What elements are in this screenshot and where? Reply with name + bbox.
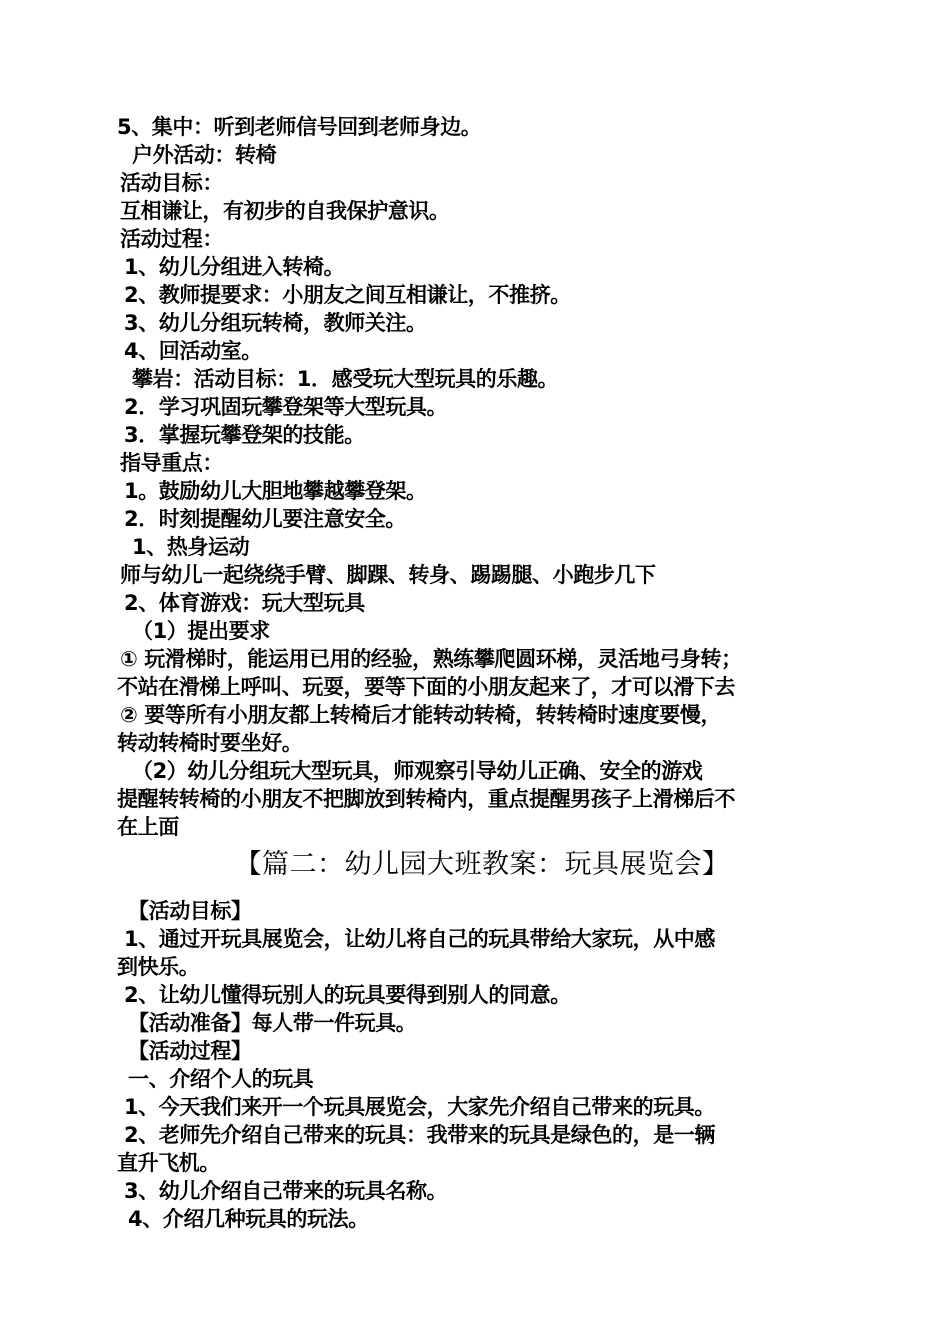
text-line: 2．时刻提醒幼儿要注意安全。 xyxy=(124,507,407,531)
document-body xyxy=(117,113,847,1233)
text-line: 转动转椅时要坐好。 xyxy=(117,731,303,755)
text-line: 1、幼儿分组进入转椅。 xyxy=(124,255,345,279)
text-line: 4、回活动室。 xyxy=(124,339,262,363)
text-line: 1、热身运动 xyxy=(132,535,250,559)
text-line: 户外活动：转椅 xyxy=(132,143,277,167)
text-line: 1、通过开玩具展览会，让幼儿将自己的玩具带给大家玩，从中感 xyxy=(124,927,716,951)
text-line: 师与幼儿一起绕绕手臂、脚踝、转身、踢踢腿、小跑步几下 xyxy=(120,563,656,587)
text-line: 3．掌握玩攀登架的技能。 xyxy=(124,423,365,447)
text-line: 3、幼儿分组玩转椅，教师关注。 xyxy=(124,311,427,335)
text-line: 直升飞机。 xyxy=(117,1151,220,1175)
text-line: 【活动过程】 xyxy=(128,1039,252,1063)
text-line: 在上面 xyxy=(117,815,179,839)
text-line: 【活动准备】每人带一件玩具。 xyxy=(128,1011,417,1035)
text-line: 到快乐。 xyxy=(117,955,200,979)
text-line: 不站在滑梯上呼叫、玩耍，要等下面的小朋友起来了，才可以滑下去 xyxy=(117,675,735,699)
text-line: （2）幼儿分组玩大型玩具，师观察引导幼儿正确、安全的游戏 xyxy=(132,759,703,783)
text-line: 2、教师提要求：小朋友之间互相谦让，不推挤。 xyxy=(124,283,571,307)
text-line: 1、今天我们来开一个玩具展览会，大家先介绍自己带来的玩具。 xyxy=(124,1095,716,1119)
text-line: （1）提出要求 xyxy=(132,619,270,643)
text-line: 1。鼓励幼儿大胆地攀越攀登架。 xyxy=(124,479,427,503)
text-line: 一、介绍个人的玩具 xyxy=(128,1067,314,1091)
text-line: 2、让幼儿懂得玩别人的玩具要得到别人的同意。 xyxy=(124,983,571,1007)
text-line: 3、幼儿介绍自己带来的玩具名称。 xyxy=(124,1179,448,1203)
text-line: 2、老师先介绍自己带来的玩具：我带来的玩具是绿色的，是一辆 xyxy=(124,1123,716,1147)
text-line: 5、集中：听到老师信号回到老师身边。 xyxy=(117,115,482,139)
text-line: 提醒转转椅的小朋友不把脚放到转椅内，重点提醒男孩子上滑梯后不 xyxy=(117,787,735,811)
section-heading: 【篇二：幼儿园大班教案：玩具展览会】 xyxy=(234,849,730,880)
text-line: 活动目标： xyxy=(120,171,223,195)
text-line: 2．学习巩固玩攀登架等大型玩具。 xyxy=(124,395,448,419)
text-line: 2、体育游戏：玩大型玩具 xyxy=(124,591,365,615)
text-line: ① 玩滑梯时，能运用已用的经验，熟练攀爬圆环梯，灵活地弓身转； xyxy=(120,647,742,671)
text-line: 活动过程： xyxy=(120,227,223,251)
text-line: 指导重点： xyxy=(120,451,223,475)
text-line: 【活动目标】 xyxy=(128,899,252,923)
text-line: 攀岩：活动目标：1．感受玩大型玩具的乐趣。 xyxy=(132,367,559,391)
text-line: 互相谦让，有初步的自我保护意识。 xyxy=(120,199,450,223)
text-line: 4、介绍几种玩具的玩法。 xyxy=(128,1207,369,1231)
text-line: ② 要等所有小朋友都上转椅后才能转动转椅，转转椅时速度要慢， xyxy=(120,703,722,727)
